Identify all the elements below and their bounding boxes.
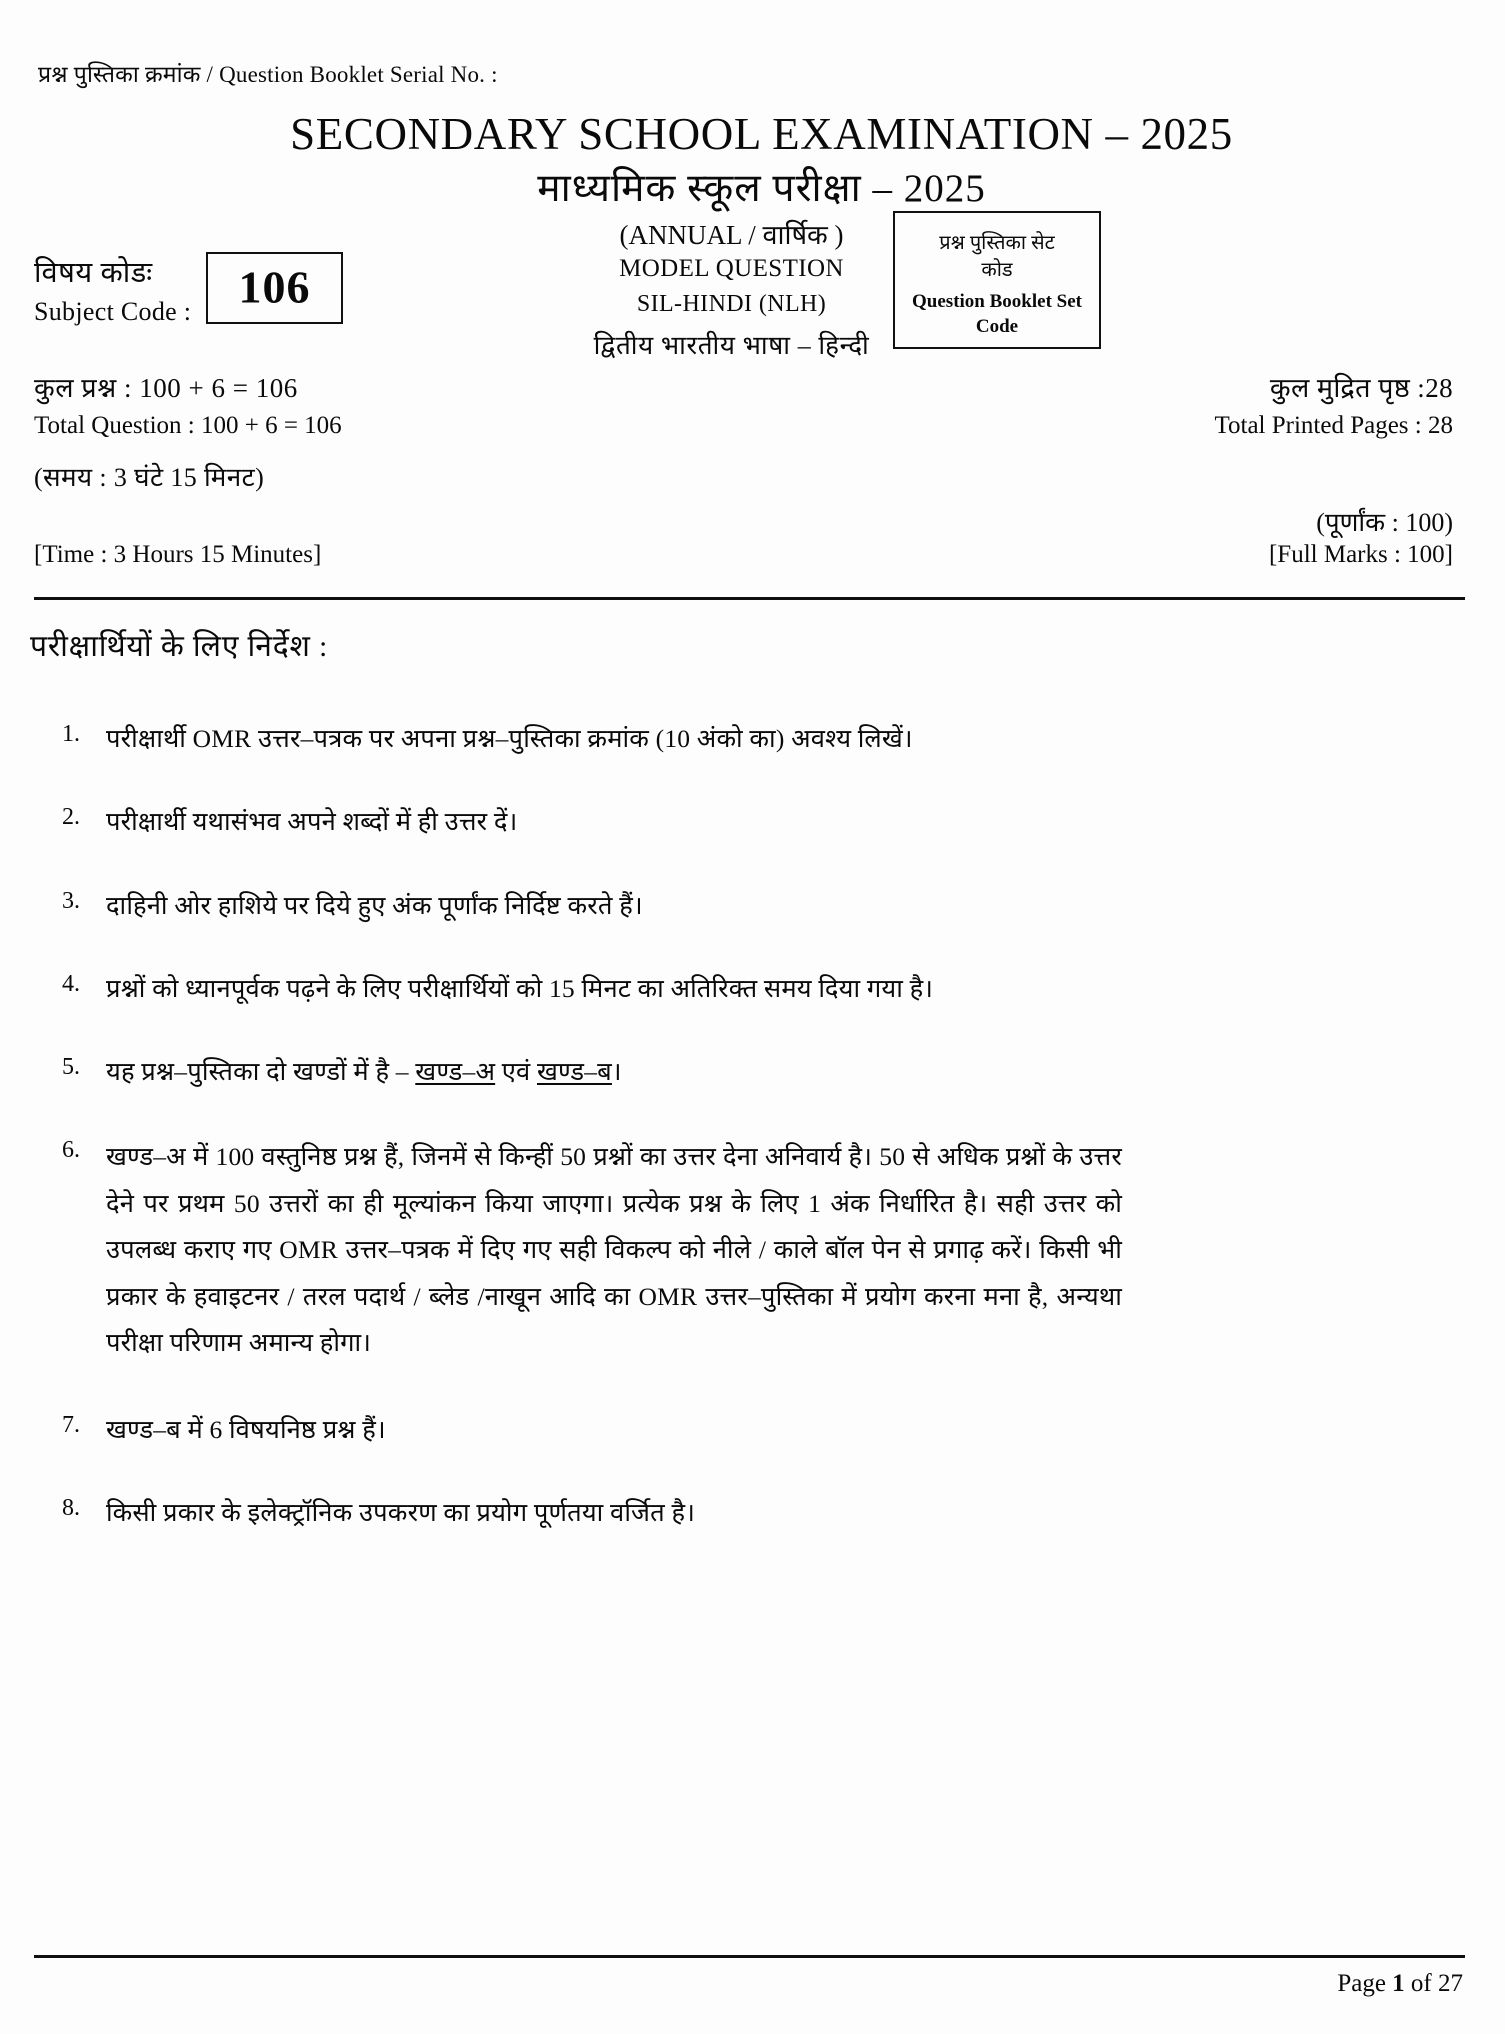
instruction-text: दाहिनी ओर हाशिये पर दिये हुए अंक पूर्णांक निर्दिष्ट करते हैं। <box>106 890 643 920</box>
instruction-text-part: । <box>611 1057 622 1087</box>
exam-title-hindi: माध्यमिक स्कूल परीक्षा – 2025 <box>537 167 986 210</box>
instructions-list <box>62 718 1122 1575</box>
set-code-label-hindi-1: प्रश्न पुस्तिका सेट <box>939 232 1055 254</box>
section-b-underlined: खण्ड–ब <box>536 1057 612 1087</box>
instruction-item <box>62 1051 1122 1092</box>
full-marks-hindi: (पूर्णांक : 100) <box>1316 508 1453 537</box>
subject-code-label-hindi: विषय कोडः <box>34 257 153 289</box>
instruction-text-part: एवं <box>495 1057 537 1087</box>
instructions-heading: परीक्षार्थियों के लिए निर्देश : <box>30 630 329 663</box>
instruction-item <box>62 718 1122 759</box>
instruction-item <box>62 1409 1122 1450</box>
set-code-label-english-2: Code <box>975 315 1019 337</box>
total-question-english: Total Question : 100 + 6 = 106 <box>34 412 342 439</box>
question-booklet-set-code-box <box>893 211 1101 349</box>
time-hindi: (समय : 3 घंटे 15 मिनट) <box>34 463 265 492</box>
divider-bottom <box>34 1955 1465 1958</box>
instruction-item <box>62 968 1122 1009</box>
instruction-item <box>62 1492 1122 1533</box>
instruction-item <box>62 1134 1122 1366</box>
instruction-number: 3. <box>62 887 80 914</box>
total-pages-hindi: कुल मुद्रित पृष्ठ :28 <box>1269 373 1453 403</box>
instruction-text: खण्ड–अ में 100 वस्तुनिष्ठ प्रश्न हैं, जिनमें से किन्हीं 50 प्रश्नों का उत्तर देना अनिवार्य है। 50 से अधिक प्रश्नों के उत्तर देने पर प्रथम 50 उत्तरों का ही मूल्यांकन किया जाएगा। प्रत्येक प्रश्न के लिए 1 अंक निर्धारित है। सही उत्तर को उपलब्ध कराए गए OMR उत्तर–पत्रक में दिए गए सही विकल्प को नीले / काले बॉल पेन से प्रगाढ़ करें। किसी भी प्रकार के हवाइटनर / तरल पदार्थ / ब्लेड /नाखून आदि का OMR उत्तर–पुस्तिका में प्रयोग करना मना है, अन्यथा परीक्षा परिणाम अमान्य होगा। <box>106 1142 1122 1358</box>
model-question-label: MODEL QUESTION <box>619 255 844 282</box>
set-code-label-hindi-2: कोड <box>981 259 1013 281</box>
page-footer <box>1337 1970 1463 1998</box>
page-label-prefix: Page <box>1337 1970 1393 1997</box>
time-english: [Time : 3 Hours 15 Minutes] <box>34 541 322 568</box>
set-code-label-english-1: Question Booklet Set <box>912 291 1082 312</box>
annual-line: (ANNUAL / वार्षिक ) <box>619 220 844 250</box>
language-line: द्वितीय भारतीय भाषा – हिन्दी <box>593 331 870 360</box>
instruction-number: 5. <box>62 1054 80 1081</box>
exam-title-english: SECONDARY SCHOOL EXAMINATION – 2025 <box>290 109 1233 159</box>
instruction-text-part: यह प्रश्न–पुस्तिका दो खण्डों में है – <box>106 1057 416 1087</box>
subject-code-value: 106 <box>238 261 311 313</box>
instruction-number: 4. <box>62 970 80 997</box>
instruction-text: परीक्षार्थी OMR उत्तर–पत्रक पर अपना प्रश्न–पुस्तिका क्रमांक (10 अंको का) अवश्य लिखें। <box>106 724 913 753</box>
page-current-number: 1 <box>1392 1970 1405 1997</box>
instruction-number: 8. <box>62 1494 80 1521</box>
instruction-item <box>62 885 1122 926</box>
instruction-number: 2. <box>62 804 80 831</box>
divider-top <box>34 597 1465 600</box>
instruction-text: प्रश्नों को ध्यानपूर्वक पढ़ने के लिए परीक्षार्थियों को 15 मिनट का अतिरिक्त समय दिया गया है। <box>106 973 934 1003</box>
page-label-separator: of <box>1404 1970 1438 1997</box>
paper-code-label: SIL-HINDI (NLH) <box>636 291 827 317</box>
total-pages-english: Total Printed Pages : 28 <box>1214 412 1453 439</box>
instruction-item <box>62 801 1122 842</box>
instruction-number: 1. <box>62 721 80 747</box>
page-total-number: 27 <box>1438 1970 1463 1997</box>
instruction-number: 7. <box>62 1411 80 1438</box>
full-marks-english: [Full Marks : 100] <box>1268 541 1453 568</box>
section-a-underlined: खण्ड–अ <box>415 1057 496 1087</box>
instruction-text: किसी प्रकार के इलेक्ट्रॉनिक उपकरण का प्रयोग पूर्णतया वर्जित है। <box>106 1497 696 1527</box>
instruction-text: खण्ड–ब में 6 विषयनिष्ठ प्रश्न हैं। <box>106 1414 386 1444</box>
question-booklet-serial-label: प्रश्न पुस्तिका क्रमांक / Question Booklet Serial No. : <box>38 62 498 87</box>
subject-code-label-english: Subject Code : <box>34 297 192 326</box>
instruction-text <box>106 1051 1122 1092</box>
instruction-text: परीक्षार्थी यथासंभव अपने शब्दों में ही उत्तर दें। <box>106 807 518 837</box>
total-question-hindi: कुल प्रश्न : 100 + 6 = 106 <box>34 373 298 403</box>
instruction-number: 6. <box>62 1137 80 1164</box>
subject-code-box <box>206 252 343 324</box>
